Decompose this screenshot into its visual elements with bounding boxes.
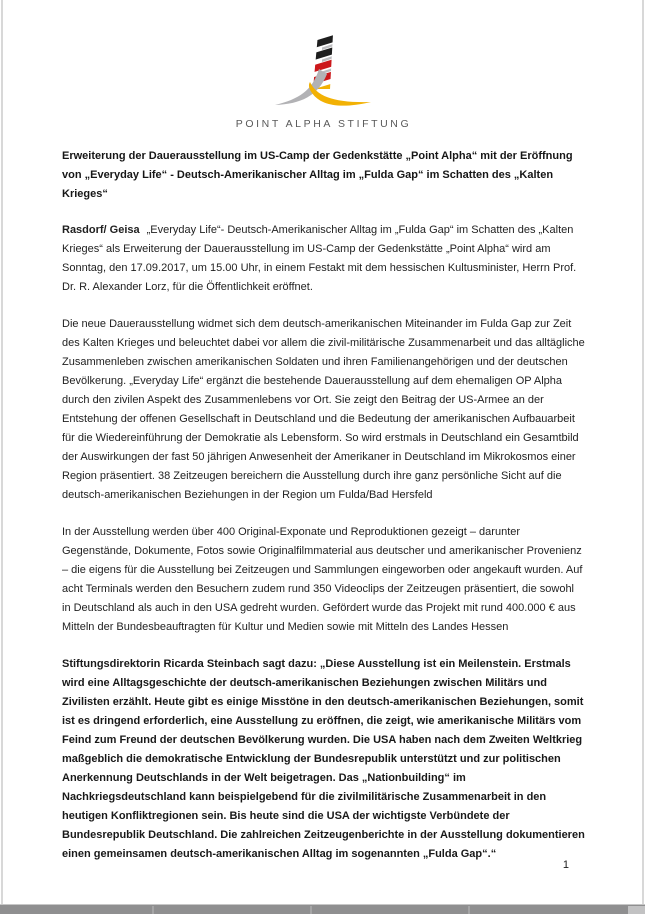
point-alpha-logo-icon — [269, 33, 379, 114]
paragraph-exhibits-funding: In der Ausstellung werden über 400 Original-Exponate und Reproduktionen gezeigt – darunter Gegenstände, Dokumente, Fotos sowie Originalfilmmaterial aus deutscher und amerikanischer Provenienz – die eigens für die Ausstellung bei Zeitzeugen und Sammlungen eingeworben oder angekauft wurden. Auf acht Terminals werden den Besuchern zudem rund 350 Videoclips der Zeitzeugen präsentiert, die sowohl in Deutschland als auch in den USA gedreht wurden. Gefördert wurde das Projekt mit rund 400.000 € aus Mitteln der Bundesbeauftragten für Kultur und Medien sowie mit Mitteln des Landes Hessen — [62, 526, 583, 633]
page-number: 1 — [562, 859, 569, 871]
document-title: Erweiterung der Dauerausstellung im US-Camp der Gedenkstätte „Point Alpha“ mit der Eröffnung von „Everyday Life“ - Deutsch-Amerikanischer Alltag im „Fulda Gap“ im Schatten des „Kalten Krieges“ — [62, 150, 573, 200]
scrollbar-divider — [310, 906, 312, 914]
scrollbar-end-cap — [628, 906, 645, 914]
paragraph-director-quote: Stiftungsdirektorin Ricarda Steinbach sagt dazu: „Diese Ausstellung ist ein Meilenstein. Erstmals wird eine Alltagsgeschichte der deutsch-amerikanischen Beziehungen zwischen Militärs und Zivilisten erzählt. Heute gibt es einige Misstöne in den deutsch-amerikanischen Beziehungen, somit ist es dringend erforderlich, eine Ausstellung zu eröffnen, die zeigt, wie amerikanische Militärs vom Feind zum Freund der deutschen Bevölkerung wurden. Die USA haben nach dem Zweiten Weltkrieg maßgeblich die demokratische Entwicklung der Bundesrepublik unterstützt und zur politischen Anerkennung Deutschlands in der Welt beigetragen. Das „Nationbuilding“ im Nachkriegsdeutschland kann beispielgebend für die zivilmilitärische Zusammenarbeit in den heutigen Konfliktregionen sein. Bis heute sind die USA der wichtigste Verbündete der Bundesrepublik Deutschland. Die zahlreichen Zeitzeugenberichte in der Ausstellung dokumentieren einen gemeinsamen deutsch-amerikanischen Alltag im sogenannten „Fulda Gap“.“ — [62, 658, 585, 860]
logo-block — [62, 0, 585, 130]
scrollbar-divider — [468, 906, 470, 914]
scrollbar-divider — [152, 906, 154, 914]
bottom-scrollbar[interactable] — [0, 904, 645, 914]
page-right-edge — [642, 0, 644, 905]
brand-text: POINT ALPHA STIFTUNG — [235, 118, 412, 130]
dateline: Rasdorf/ Geisa — [62, 224, 140, 236]
paragraph-exhibition-overview: Die neue Dauerausstellung widmet sich dem deutsch-amerikanischen Miteinander im Fulda Gap zur Zeit des Kalten Krieges und beleuchtet dabei vor allem die zivil-militärische Zusammenarbeit und das alltägliche Zusammenleben zwischen amerikanischen Soldaten und ihren Familienangehörigen und der deutschen Bevölkerung. „Everyday Life“ ergänzt die bestehende Dauerausstellung auf dem ehemaligen OP Alpha durch den zivilen Aspekt des Zusammenlebens vor Ort. Sie zeigt den Beitrag der US-Armee an der Entstehung der offenen Gesellschaft in Deutschland und die Bedeutung der amerikanischen Aufbauarbeit für die Wiedereinführung der Demokratie als Lebensform. So wird erstmals in Deutschland ein Gesamtbild der Auswirkungen der fast 50 jährigen Anwesenheit der Amerikaner in Deutschland im Mikrokosmos einer Region präsentiert. 38 Zeitzeugen bereichern die Ausstellung durch ihre ganz persönliche Sicht auf die deutsch-amerikanischen Beziehungen in der Region um Fulda/Bad Hersfeld — [62, 318, 585, 501]
page-left-edge — [1, 0, 3, 905]
paragraph-intro-text: „Everyday Life“- Deutsch-Amerikanischer Alltag im „Fulda Gap“ im Schatten des „Kalten Krieges“ als Erweiterung der Dauerausstellung im US-Camp der Gedenkstätte „Point Alpha“ wird am Sonntag, den 17.09.2017, um 15.00 Uhr, in einem Festakt mit dem hessischen Kultusminister, Herrn Prof. Dr. R. Alexander Lorz, für die Öffentlichkeit eröffnet. — [62, 224, 577, 293]
paragraph-intro — [62, 221, 585, 297]
page-content — [62, 0, 585, 864]
